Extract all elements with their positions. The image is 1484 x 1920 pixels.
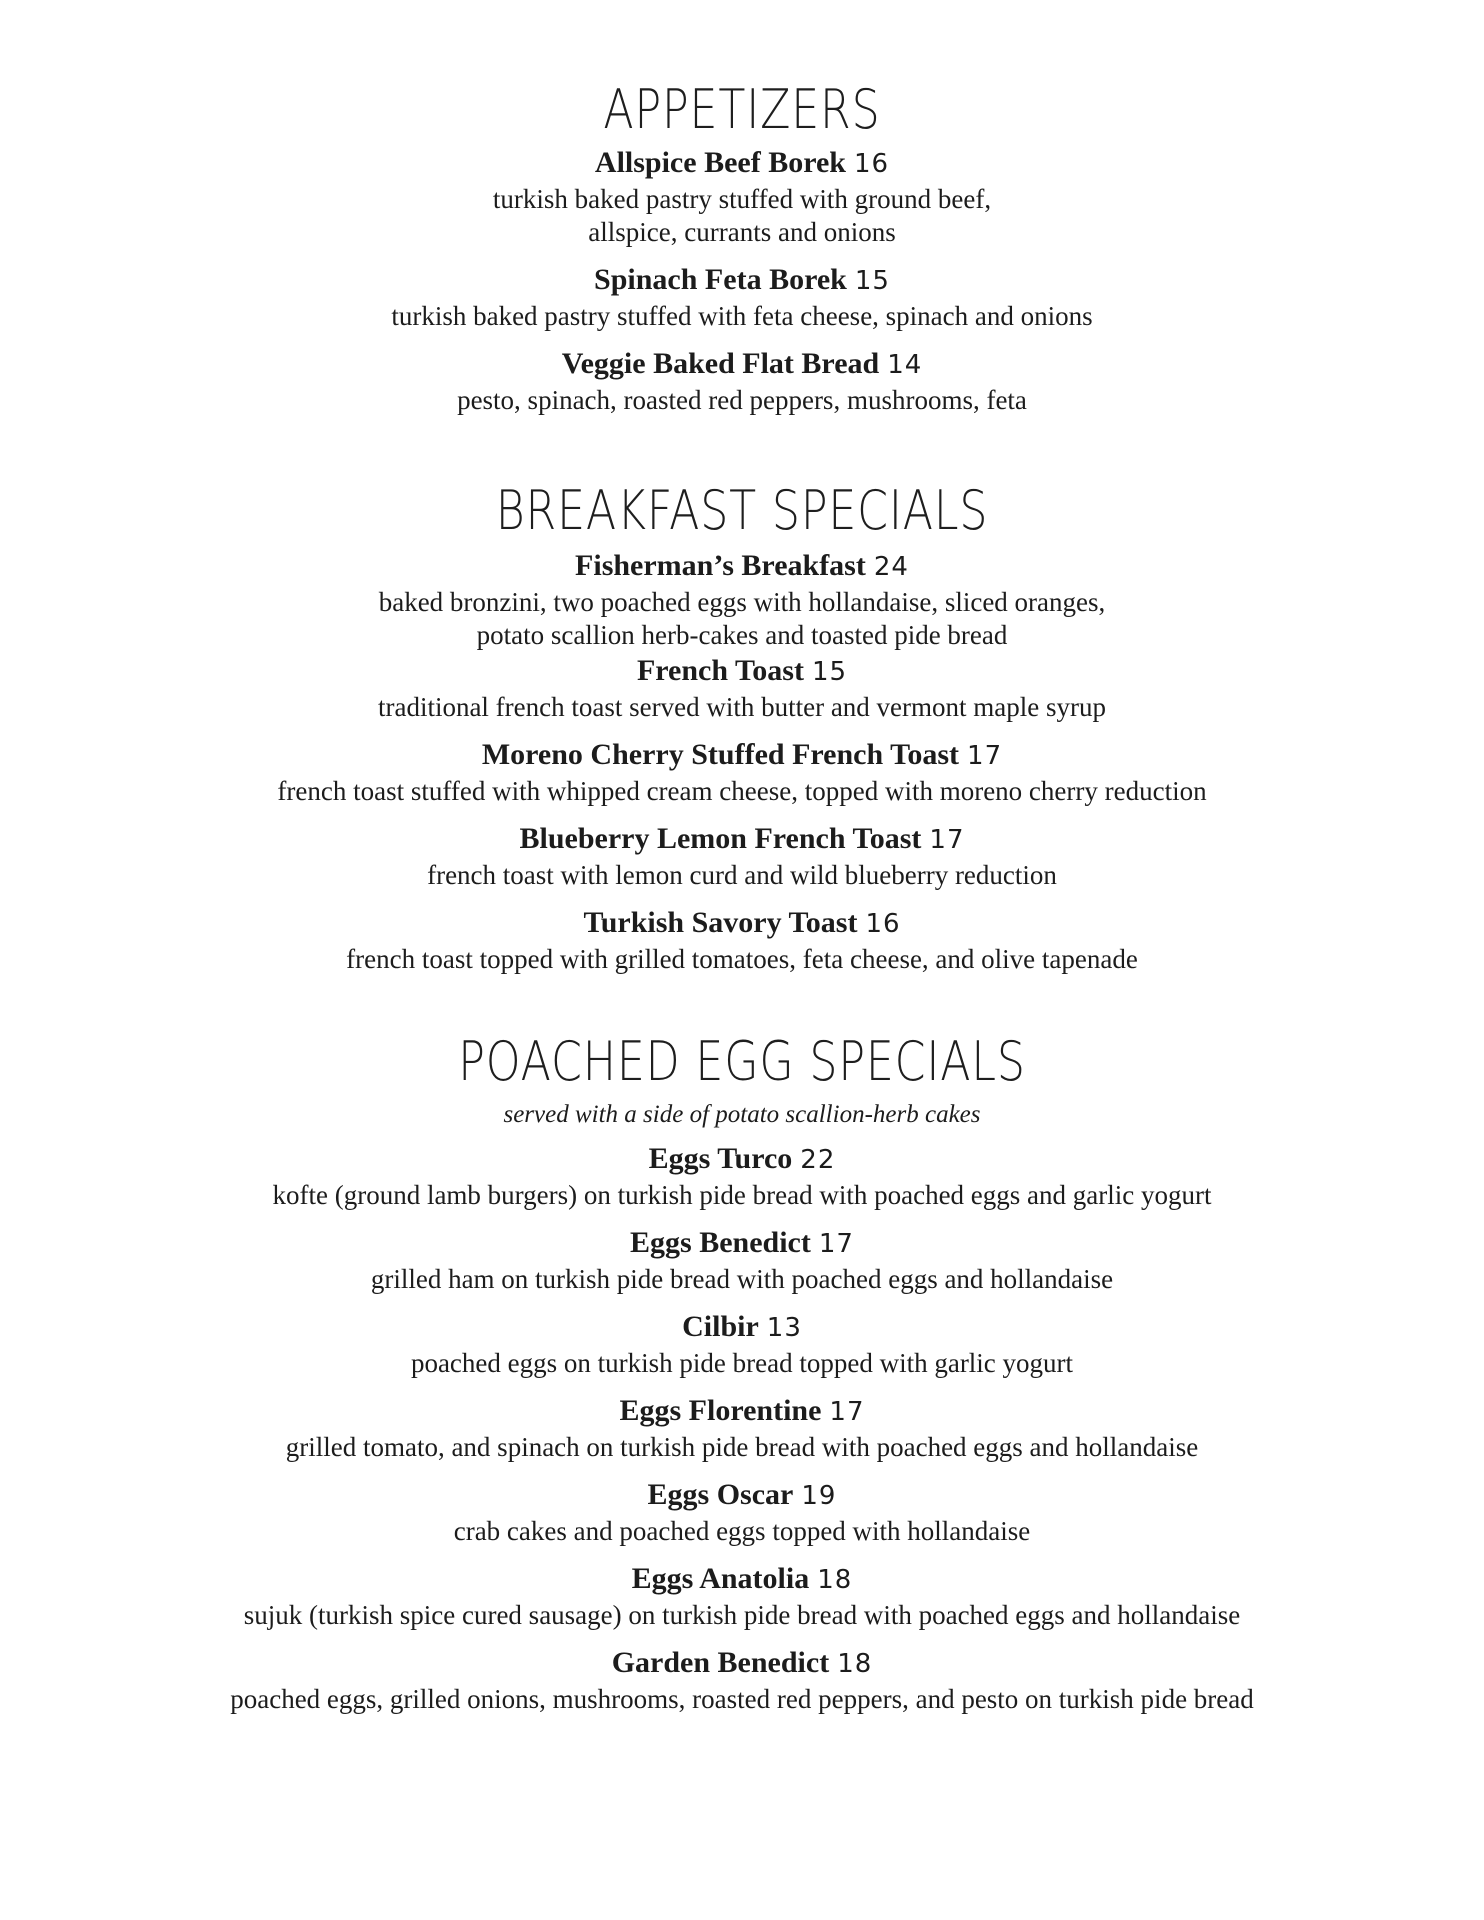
item-price: 18: [817, 1565, 853, 1595]
item-name: Fisherman’s Breakfast: [575, 549, 866, 582]
menu-item: [0, 1644, 1484, 1716]
item-description: grilled tomato, and spinach on turkish pide bread with poached eggs and hollandaise: [285, 1432, 1199, 1462]
section-title: APPETIZERS: [603, 78, 881, 141]
item-description: poached eggs on turkish pide bread topped with garlic yogurt: [410, 1348, 1074, 1378]
item-price: 14: [887, 350, 923, 380]
section-title: BREAKFAST SPECIALS: [495, 479, 989, 542]
menu-item: [0, 547, 1484, 652]
item-name: French Toast: [636, 654, 804, 687]
menu-item: [0, 1476, 1484, 1548]
item-price: 13: [766, 1313, 802, 1343]
menu-item: [0, 144, 1484, 249]
item-description: grilled ham on turkish pide bread with poached eggs and hollandaise: [370, 1264, 1114, 1294]
item-name: Eggs Benedict: [630, 1226, 811, 1259]
item-name: Eggs Anatolia: [631, 1562, 810, 1595]
menu-item: [0, 261, 1484, 333]
item-description: poached eggs, grilled onions, mushrooms, roasted red peppers, and pesto on turkish pide bread: [230, 1684, 1254, 1714]
item-name: Cilbir: [682, 1310, 759, 1343]
item-price: 18: [837, 1649, 873, 1679]
item-description: allspice, currants and onions: [588, 217, 896, 247]
section-title: POACHED EGG SPECIALS: [458, 1030, 1026, 1093]
item-name: Veggie Baked Flat Bread: [561, 347, 880, 380]
item-name: Blueberry Lemon French Toast: [519, 822, 922, 855]
menu-item: [0, 820, 1484, 892]
item-name: Eggs Oscar: [647, 1478, 794, 1511]
item-description: french toast with lemon curd and wild blueberry reduction: [427, 860, 1057, 890]
item-price: 24: [873, 552, 909, 582]
item-name: Garden Benedict: [611, 1646, 830, 1679]
menu-item: [0, 1560, 1484, 1632]
menu-item: [0, 1224, 1484, 1296]
menu-page: [0, 74, 1484, 1774]
section-subtitle: served with a side of potato scallion-herb cakes: [503, 1101, 981, 1128]
section-breakfast-specials: [0, 475, 1484, 976]
item-description: french toast stuffed with whipped cream cheese, topped with moreno cherry reduction: [277, 776, 1207, 806]
menu-item: [0, 736, 1484, 808]
item-price: 17: [829, 1397, 865, 1427]
item-price: 19: [801, 1481, 837, 1511]
item-description: potato scallion herb-cakes and toasted pide bread: [476, 620, 1008, 650]
item-description: baked bronzini, two poached eggs with hollandaise, sliced oranges,: [378, 587, 1106, 617]
item-price: 16: [865, 909, 901, 939]
item-price: 16: [853, 149, 890, 179]
section-appetizers: [0, 74, 1484, 417]
menu-item: [0, 1140, 1484, 1212]
menu-item: [0, 1392, 1484, 1464]
item-name: Moreno Cherry Stuffed French Toast: [481, 738, 960, 771]
item-price: 17: [967, 741, 1003, 771]
item-price: 15: [811, 657, 848, 687]
item-name: Eggs Turco: [648, 1142, 793, 1175]
section-poached-egg-specials: [0, 1026, 1484, 1716]
menu-item: [0, 1308, 1484, 1380]
item-description: pesto, spinach, roasted red peppers, mushrooms, feta: [457, 385, 1027, 415]
item-name: Spinach Feta Borek: [594, 263, 847, 296]
item-description: turkish baked pastry stuffed with ground beef,: [492, 184, 992, 214]
menu-item: [0, 345, 1484, 417]
menu-item: [0, 652, 1484, 724]
item-description: traditional french toast served with butter and vermont maple syrup: [377, 692, 1107, 722]
item-name: Allspice Beef Borek: [594, 146, 846, 179]
item-price: 17: [929, 825, 965, 855]
item-description: kofte (ground lamb burgers) on turkish pide bread with poached eggs and garlic yogurt: [272, 1180, 1212, 1210]
item-description: sujuk (turkish spice cured sausage) on turkish pide bread with poached eggs and hollandaise: [243, 1600, 1241, 1630]
item-name: Turkish Savory Toast: [583, 906, 858, 939]
menu-item: [0, 904, 1484, 976]
item-price: 17: [818, 1229, 854, 1259]
item-description: crab cakes and poached eggs topped with hollandaise: [453, 1516, 1031, 1546]
item-price: 15: [854, 266, 890, 296]
item-description: french toast topped with grilled tomatoes, feta cheese, and olive tapenade: [346, 944, 1138, 974]
item-description: turkish baked pastry stuffed with feta cheese, spinach and onions: [391, 301, 1093, 331]
item-name: Eggs Florentine: [619, 1394, 822, 1427]
item-price: 22: [800, 1145, 836, 1175]
